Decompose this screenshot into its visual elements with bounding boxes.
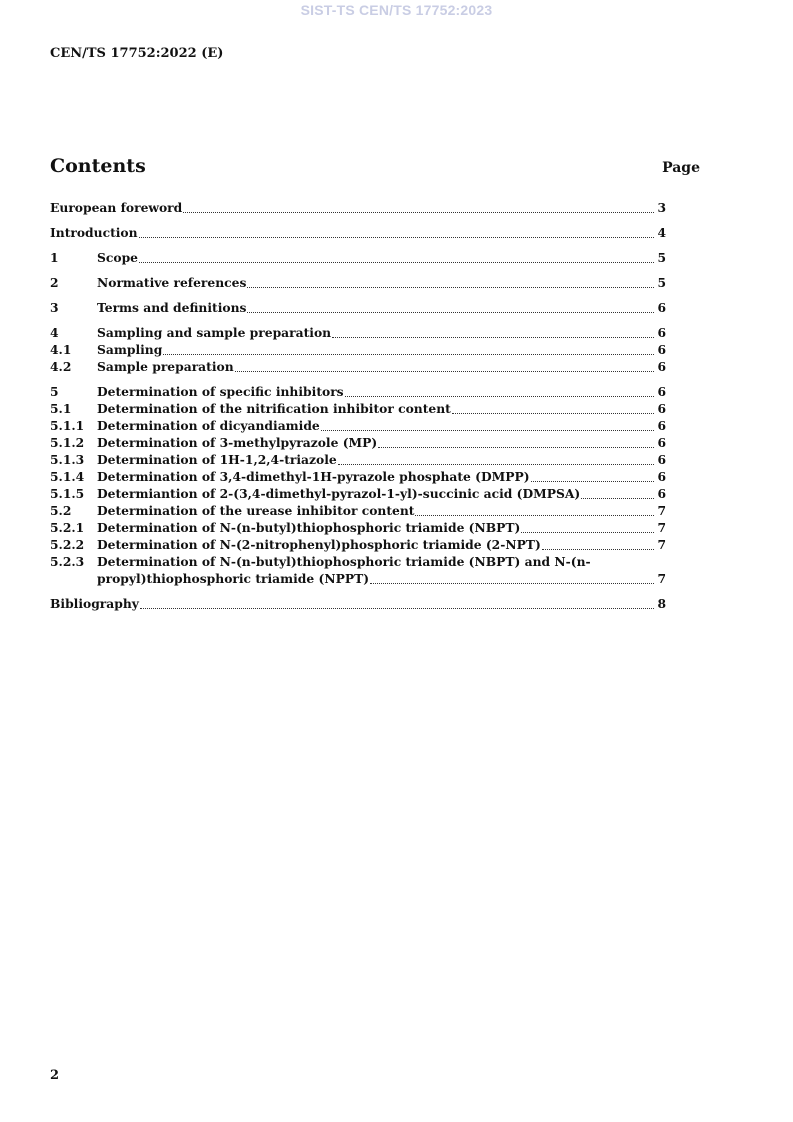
toc-title: Normative references [97, 275, 247, 290]
toc-entry-5-2[interactable] [50, 502, 666, 519]
toc-number: 1 [50, 250, 59, 265]
toc-number: 5.1.4 [50, 469, 85, 484]
toc-title: Sample preparation [97, 359, 234, 374]
toc-title: Terms and definitions [97, 300, 247, 315]
toc-page: 6 [657, 435, 666, 450]
toc-entry-1[interactable] [50, 249, 666, 266]
toc-page: 6 [657, 401, 666, 416]
toc-entry-5-2-2[interactable] [50, 536, 666, 553]
toc-entry-4-1[interactable] [50, 341, 666, 358]
toc-entry-introduction[interactable] [50, 224, 666, 241]
toc-number: 5.1.3 [50, 452, 85, 467]
toc-title: Determination of specific inhibitors [97, 384, 344, 399]
toc-entry-5-1-2[interactable] [50, 434, 666, 451]
leader-dots [345, 395, 654, 397]
toc-page: 6 [657, 300, 666, 315]
leader-dots [415, 514, 654, 516]
toc-page: 7 [657, 520, 666, 535]
toc-entry-bibliography[interactable] [50, 595, 666, 612]
toc-title-line1: Determination of N-(n-butyl)thiophosphoric triamide (NBPT) and N-(n- [97, 554, 591, 569]
toc-title: Sampling [97, 342, 163, 357]
contents-header [50, 155, 700, 177]
toc-title: Bibliography [50, 596, 139, 611]
leader-dots [370, 582, 654, 584]
toc-page: 5 [657, 250, 666, 265]
leader-dots [542, 548, 654, 550]
toc-entry-foreword[interactable] [50, 199, 666, 216]
toc-title-line2: propyl)thiophosphoric triamide (NPPT) [97, 571, 370, 586]
leader-dots [321, 429, 654, 431]
leader-dots [163, 353, 654, 355]
toc-number: 5.1.5 [50, 486, 85, 501]
toc-page: 6 [657, 325, 666, 340]
contents-title: Contents [50, 155, 146, 177]
toc-entry-4-2[interactable] [50, 358, 666, 375]
page-column-label: Page [662, 160, 700, 176]
toc-title: Sampling and sample preparation [97, 325, 332, 340]
leader-dots [521, 531, 654, 533]
leader-dots [531, 480, 654, 482]
toc-page: 6 [657, 418, 666, 433]
toc-page: 7 [657, 537, 666, 552]
toc-page: 7 [657, 571, 666, 586]
toc-page: 4 [657, 225, 666, 240]
toc-entry-4[interactable] [50, 324, 666, 341]
toc-number: 5 [50, 384, 59, 399]
leader-dots [452, 412, 654, 414]
toc-entry-5-2-3[interactable] [50, 553, 666, 587]
leader-dots [247, 311, 654, 313]
leader-dots [338, 463, 654, 465]
toc-number: 3 [50, 300, 59, 315]
toc-page: 6 [657, 342, 666, 357]
toc-entry-5-1-5[interactable] [50, 485, 666, 502]
toc-title: Determination of 1H-1,2,4-triazole [97, 452, 337, 467]
leader-dots [247, 286, 654, 288]
table-of-contents [50, 199, 666, 612]
toc-entry-5-2-1[interactable] [50, 519, 666, 536]
leader-dots [235, 370, 654, 372]
toc-page: 5 [657, 275, 666, 290]
toc-title: Determination of the nitrification inhibitor content [97, 401, 451, 416]
toc-number: 5.2.3 [50, 554, 85, 569]
toc-page: 6 [657, 486, 666, 501]
toc-entry-2[interactable] [50, 274, 666, 291]
toc-title: Determination of the urease inhibitor content [97, 503, 415, 518]
toc-entry-3[interactable] [50, 299, 666, 316]
toc-number: 5.1.2 [50, 435, 85, 450]
toc-page: 6 [657, 469, 666, 484]
toc-title: European foreword [50, 200, 183, 215]
leader-dots [378, 446, 654, 448]
toc-title: Scope [97, 250, 138, 265]
toc-title: Introduction [50, 225, 138, 240]
toc-title: Determination of 3-methylpyrazole (MP) [97, 435, 378, 450]
toc-title: Determination of dicyandiamide [97, 418, 320, 433]
leader-dots [139, 236, 654, 238]
toc-page: 6 [657, 384, 666, 399]
leader-dots [581, 497, 654, 499]
toc-number: 5.2 [50, 503, 72, 518]
toc-number: 5.2.2 [50, 537, 85, 552]
toc-entry-5[interactable] [50, 383, 666, 400]
toc-number: 5.2.1 [50, 520, 85, 535]
page-number: 2 [50, 1068, 60, 1083]
toc-page: 6 [657, 359, 666, 374]
leader-dots [140, 607, 654, 609]
toc-title: Determiantion of 2-(3,4-dimethyl-pyrazol-1-yl)-succinic acid (DMPSA) [97, 486, 581, 501]
document-id: CEN/TS 17752:2022 (E) [50, 46, 224, 61]
toc-title: Determination of N-(2-nitrophenyl)phosphoric triamide (2-NPT) [97, 537, 541, 552]
toc-page: 7 [657, 503, 666, 518]
toc-number: 5.1 [50, 401, 72, 416]
leader-dots [139, 261, 654, 263]
watermark: SIST-TS CEN/TS 17752:2023 [300, 2, 493, 18]
toc-page: 6 [657, 452, 666, 467]
toc-title: Determination of N-(n-butyl)thiophosphoric triamide (NBPT) [97, 520, 521, 535]
toc-entry-5-1-3[interactable] [50, 451, 666, 468]
toc-number: 5.1.1 [50, 418, 85, 433]
toc-number: 2 [50, 275, 59, 290]
toc-entry-5-1-1[interactable] [50, 417, 666, 434]
toc-page: 8 [657, 596, 666, 611]
toc-number: 4 [50, 325, 59, 340]
toc-number: 4.2 [50, 359, 72, 374]
leader-dots [332, 336, 654, 338]
toc-page: 3 [657, 200, 666, 215]
toc-entry-5-1[interactable] [50, 400, 666, 417]
toc-number: 4.1 [50, 342, 72, 357]
leader-dots [183, 211, 654, 213]
toc-entry-5-1-4[interactable] [50, 468, 666, 485]
toc-title: Determination of 3,4-dimethyl-1H-pyrazole phosphate (DMPP) [97, 469, 530, 484]
